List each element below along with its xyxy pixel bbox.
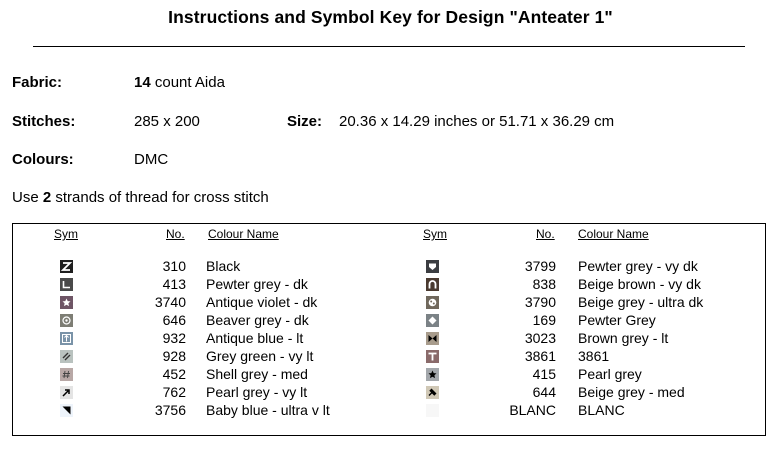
dmc-number: 413 xyxy=(162,276,186,292)
colour-name: Pewter grey - vy dk xyxy=(578,258,698,274)
dmc-number: 932 xyxy=(162,330,186,346)
header-sym-left: Sym xyxy=(54,227,78,241)
symbol-key-table xyxy=(12,223,766,436)
colour-name: Black xyxy=(206,258,241,274)
colour-name: BLANC xyxy=(578,402,625,418)
colour-name: Shell grey - med xyxy=(206,366,308,382)
colours-label: Colours: xyxy=(12,151,74,168)
colour-name: Beige brown - vy dk xyxy=(578,276,701,292)
hash-icon xyxy=(60,368,73,381)
colour-name: Baby blue - ultra v lt xyxy=(206,402,330,418)
colour-name: Brown grey - lt xyxy=(578,330,669,346)
size-label: Size: xyxy=(287,113,323,130)
ring-dot-icon xyxy=(60,314,73,327)
fabric-count: 14 xyxy=(134,74,151,91)
up-arrow-box-icon xyxy=(60,332,73,345)
colour-name: Pewter grey - dk xyxy=(206,276,308,292)
header-no-right: No. xyxy=(536,227,555,241)
dmc-number: 3756 xyxy=(154,402,186,418)
circle-pattern-icon xyxy=(426,296,439,309)
blank-square-icon xyxy=(426,404,439,417)
note-suffix: strands of thread for cross stitch xyxy=(51,189,269,206)
dmc-number: 3861 xyxy=(524,348,556,364)
colour-name: Antique blue - lt xyxy=(206,330,304,346)
dmc-number: 3790 xyxy=(524,294,556,310)
strands-note xyxy=(12,189,269,206)
t-shape-icon xyxy=(426,350,439,363)
header-name-right: Colour Name xyxy=(578,227,649,241)
arrow-diagonal-icon xyxy=(60,386,73,399)
colour-name: Beige grey - ultra dk xyxy=(578,294,704,310)
star-icon xyxy=(60,296,73,309)
colour-name: Pewter Grey xyxy=(578,312,656,328)
colour-name: Pearl grey - vy lt xyxy=(206,384,308,400)
dmc-number: 644 xyxy=(532,384,556,400)
stitches-value: 285 x 200 xyxy=(134,113,200,130)
dmc-number: BLANC xyxy=(509,402,556,418)
colour-name: Beige grey - med xyxy=(578,384,685,400)
header-no-left: No. xyxy=(166,227,185,241)
half-triangle-icon xyxy=(60,404,73,417)
small-star-icon xyxy=(426,368,439,381)
header-sym-right: Sym xyxy=(423,227,447,241)
dmc-number: 3799 xyxy=(524,258,556,274)
dmc-number: 310 xyxy=(162,258,186,274)
corner-l-icon xyxy=(60,278,73,291)
stitches-label: Stitches: xyxy=(12,113,76,130)
title-underline xyxy=(33,46,745,47)
shield-icon xyxy=(426,260,439,273)
arch-icon xyxy=(426,278,439,291)
strand-count: 2 xyxy=(42,189,52,206)
fabric-label: Fabric: xyxy=(12,74,63,91)
diagonal-stripes-icon xyxy=(60,350,73,363)
colour-name: Pearl grey xyxy=(578,366,642,382)
colour-name: Antique violet - dk xyxy=(206,294,318,310)
dmc-number: 3740 xyxy=(154,294,186,310)
colour-name: Beaver grey - dk xyxy=(206,312,309,328)
z-letter-icon xyxy=(60,260,73,273)
diamond-icon xyxy=(426,314,439,327)
dmc-number: 762 xyxy=(162,384,186,400)
dmc-number: 415 xyxy=(532,366,556,382)
dmc-number: 452 xyxy=(162,366,186,382)
dmc-number: 928 xyxy=(162,348,186,364)
colour-name: Grey green - vy lt xyxy=(206,348,314,364)
bowtie-icon xyxy=(426,332,439,345)
fabric-value xyxy=(134,74,225,91)
dmc-number: 838 xyxy=(532,276,556,292)
size-value: 20.36 x 14.29 inches or 51.71 x 36.29 cm xyxy=(339,113,615,130)
fabric-type: count Aida xyxy=(154,74,225,91)
dmc-number: 169 xyxy=(532,312,556,328)
dmc-number: 3023 xyxy=(524,330,556,346)
hammer-icon xyxy=(426,386,439,399)
header-name-left: Colour Name xyxy=(208,227,279,241)
colours-value: DMC xyxy=(134,151,169,168)
note-prefix: Use xyxy=(12,189,43,206)
dmc-number: 646 xyxy=(162,312,186,328)
page-title: Instructions and Symbol Key for Design "Anteater 1" xyxy=(168,7,613,27)
colour-name: 3861 xyxy=(578,348,610,364)
